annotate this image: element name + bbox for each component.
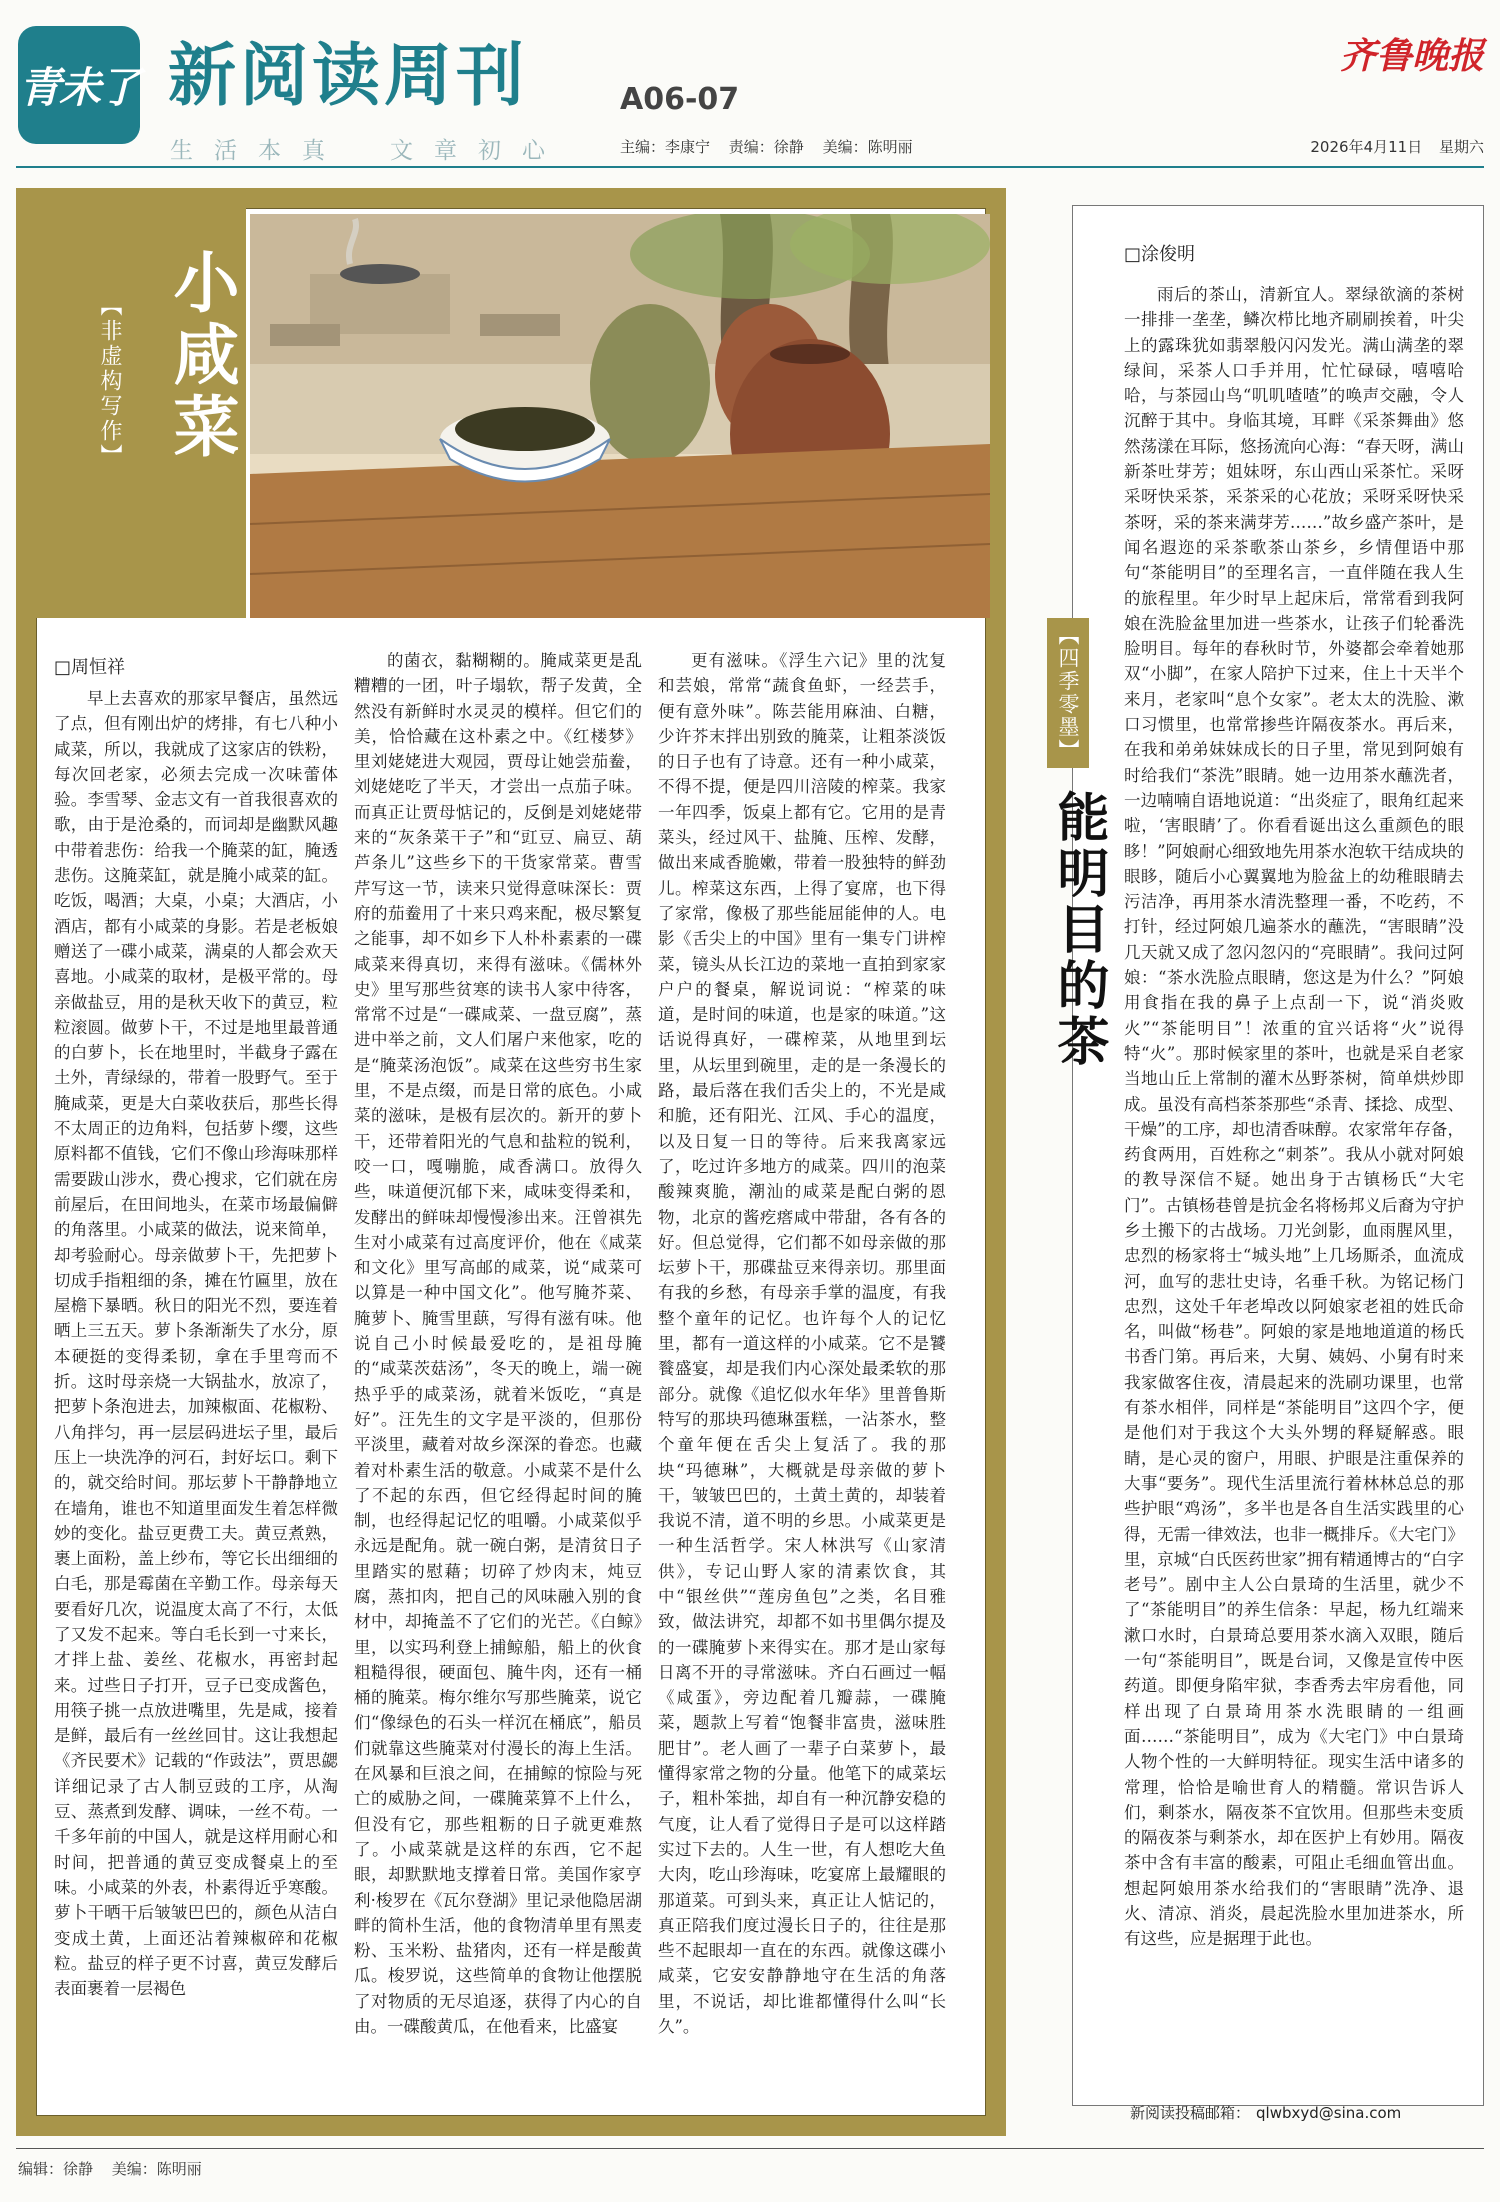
left-article-text-2: 的菌衣，黏糊糊的。腌咸菜更是乱糟糟的一团，叶子塌软，帮子发黄，全然没有新鲜时水灵灵的模样。但它们的美，恰恰藏在这朴素之中。《红楼梦》里刘姥姥进大观园，贾母让她尝茄鲞，刘姥姥吃了半天，才尝出一点茄子味。而真正让贾母惦记的，反倒是刘姥姥带来的“灰条菜干子”和“豇豆、扁豆、葫芦条儿”这些乡下的干货家常菜。曹雪芹写这一节，读来只觉得意味深长：贾府的茄鲞用了十来只鸡来配，极尽繁复之能事，却不如乡下人朴朴素素的一碟咸菜来得真切，来得有滋味。《儒林外史》里写那些贫寒的读书人家中待客，常常不过是“一碟咸菜、一盘豆腐”，蒸进中举之前，文人们屠户来他家，吃的是“腌菜汤泡饭”。咸菜在这些穷书生家里，不是点缀，而是日常的底色。小咸菜的滋味，是极有层次的。新开的萝卜干，还带着阳光的气息和盐粒的锐利，咬一口，嘎嘣脆，咸香满口。放得久些，味道便沉郁下来，咸味变得柔和，发酵出的鲜味却慢慢渗出来。汪曾祺先生对小咸菜有过高度评价，他在《咸菜和文化》里写高邮的咸菜，说“咸菜可以算是一种中国文化”。他写腌芥菜、腌萝卜、腌雪里蕻，写得有滋有味。他说自己小时候最爱吃的，是祖母腌的“咸菜茨菇汤”，冬天的晚上，端一碗热乎乎的咸菜汤，就着米饭吃，“真是好”。汪先生的文字是平淡的，但那份平淡里，藏着对故乡深深的眷恋。也藏着对朴素生活的敬意。小咸菜不是什么了不起的东西，但它经得起时间的腌制，也经得起记忆的咀嚼。小咸菜似乎永远是配角。就一碗白粥，是清贫日子里踏实的慰藉；切碎了炒肉末，炖豆腐，蒸扣肉，把自己的风味融入别的食材中，却掩盖不了它们的光芒。《白鲸》里，以实玛利登上捕鲸船，船上的伙食粗糙得很，硬面包、腌牛肉，还有一桶桶的腌菜。梅尔维尔写那些腌菜，说它们“像绿色的石头一样沉在桶底”，船员们就靠这些腌菜对付漫长的海上生活。在风暴和巨浪之间，在捕鲸的惊险与死亡的威胁之间，一碟腌菜算不上什么，但没有它，那些粗粝的日子就更难熬了。小咸菜就是这样的东西，它不起眼，却默默地支撑着日常。美国作家亨利·梭罗在《瓦尔登湖》里记录他隐居湖畔的简朴生活，他的食物清单里有黑麦粉、玉米粉、盐猪肉，还有一样是酸黄瓜。梭罗说，这些简单的食物让他摆脱了对物质的无尽追逐，获得了内心的自由。一碟酸黄瓜，在他看来，比盛宴 <box>354 651 642 2037</box>
header-divider <box>16 166 1484 168</box>
right-article-column <box>1124 282 1464 2082</box>
masthead-slogan: 生活本真 文章初心 <box>170 138 566 164</box>
footer-designer: 美编：陈明丽 <box>111 2160 202 2178</box>
footer-credits <box>18 2158 216 2179</box>
left-article-byline: □周恒祥 <box>54 657 126 678</box>
date-line <box>1298 136 1484 157</box>
newspaper-logo: 齐鲁晚报 <box>1339 35 1484 77</box>
duty-editor: 责编：徐静 <box>728 138 804 156</box>
right-article-text: 雨后的茶山，清新宜人。翠绿欲滴的茶树一排排一垄垄，鳞次栉比地齐刷刷挨着，叶尖上的露珠犹如翡翠般闪闪发光。满山满垄的翠绿间，采茶人口手并用，忙忙碌碌，嘻嘻哈哈，与茶园山鸟“叽叽喳喳”的唤声交融，令人沉醉于其中。身临其境，耳畔《采茶舞曲》悠然荡漾在耳际，悠扬流向心海：“春天呀，满山新茶吐芽芳；姐妹呀，东山西山采茶忙。采呀采呀快采茶，采茶采的心花放；采呀采呀快采茶呀，采的茶来满芽芳……”故乡盛产茶叶，是闻名遐迩的采茶歌茶山茶乡，乡情俚语中那句“茶能明目”的至理名言，一直伴随在我人生的旅程里。年少时早上起床后，常常看到我阿娘在洗脸盆里加进一些茶水，让孩子们轮番洗脸明目。每年的春秋时节，外婆都会牵着她那双“小脚”，在家人陪护下过来，住上十天半个来月，老家叫“息个女家”。老太太的洗脸、漱口习惯里，也常常掺些许隔夜茶水。再后来，在我和弟弟妹妹成长的日子里，常见到阿娘有时给我们“茶洗”眼睛。她一边用茶水蘸洗者，一边喃喃自语地说道：“出炎症了，眼角红起来啦，‘害眼睛’了。你看看诞出这么重颜色的眼眵！”阿娘耐心细致地先用茶水泡软干结成块的眼眵，随后小心翼翼地为脸盆上的幼稚眼睛去污洁净，再用茶水清洗整理一番，不吃药，不打针，经过阿娘几遍茶水的蘸洗，“害眼睛”没几天就又成了忽闪忽闪的“亮眼睛”。我问过阿娘：“茶水洗脸点眼睛，您这是为什么？”阿娘用食指在我的鼻子上点刮一下，说“消炎败火”“茶能明目”！浓重的宜兴话将“火”说得特“火”。那时候家里的茶叶，也就是采自老家当地山丘上常制的灌木丛野茶树，简单烘炒即成。虽没有高档茶茶那些“杀青、揉捻、成型、干燥”的工序，却也清香味醇。农家常年存备，药食两用，百姓称之“刺茶”。我从小就对阿娘的教导深信不疑。她出身于古镇杨氏“大宅门”。古镇杨巷曾是抗金名将杨邦义后裔为守护乡土搬下的古战场。刀光剑影，血雨腥风里，忠烈的杨家将士“城头地”上几场厮杀，血流成河，血写的悲壮史诗，名垂千秋。为铭记杨门忠烈，这处千年老埠改以阿娘家老祖的姓氏命名，叫做“杨巷”。阿娘的家是地地道道的杨氏书香门第。再后来，大舅、姨妈、小舅有时来我家做客住夜，清晨起来的洗刷功课里，也常有茶水相伴，同样是“茶能明目”这四个字，便是他们对于我这个大头外甥的释疑解惑。眼睛，是心灵的窗户，用眼、护眼是注重保养的大事“要务”。现代生活里流行着林林总总的那些护眼“鸡汤”，多半也是各自生活实践里的心得，无需一律效法，也非一概排斥。《大宅门》里，京城“白氏医药世家”拥有精通博古的“白字老号”。剧中主人公白景琦的生活里，就少不了“茶能明目”的养生信条：早起，杨九红端来漱口水时，白景琦总要用茶水滴入双眼，随后一句“茶能明目”，既是台词，又像是宣传中医药道。即便身陷牢狱，李香秀去牢房看他，同样出现了白景琦用茶水洗眼睛的一组画面……“茶能明目”，成为《大宅门》中白景琦人物个性的一大鲜明特征。现实生活中诸多的常理，恰恰是喻世育人的精髓。常识告诉人们，剩茶水，隔夜茶不宜饮用。但那些未变质的隔夜茶与剩茶水，却在医护上有妙用。隔夜茶中含有丰富的酸素，可阻止毛细血管出血。想起阿娘用茶水给我们的“害眼睛”洗净、退火、清凉、消炎，晨起洗脸水里加进茶水，所有这些，应是据理于此也。 <box>1124 285 1464 1949</box>
right-article-tag-box <box>1047 618 1089 768</box>
submission-email-address: qlwbxyd@sina.com <box>1256 2104 1402 2122</box>
page-number: A06-07 <box>620 82 740 117</box>
right-article-title: 能明目的茶 <box>1048 790 1109 1070</box>
right-article-byline: □涂俊明 <box>1124 244 1196 265</box>
submission-email <box>1124 2102 1401 2123</box>
footer-editor: 编辑：徐静 <box>18 2160 94 2178</box>
left-title-band <box>36 208 246 618</box>
issue-date: 2026年4月11日 <box>1310 138 1423 156</box>
staff-credits <box>620 136 927 157</box>
left-article-tag: 【非虚构写作】 <box>97 294 122 469</box>
left-article-frame <box>16 188 1006 2136</box>
left-article-column-2 <box>354 648 642 2114</box>
left-article-column-1 <box>54 686 338 2114</box>
left-article-text-3: 更有滋味。《浮生六记》里的沈复和芸娘，常常“蔬食鱼虾，一经芸手，便有意外味”。陈芸能用麻油、白糖，少许芥末拌出别致的腌菜，让粗茶淡饭的日子也有了诗意。还有一种小咸菜，不得不提，便是四川涪陵的榨菜。我家一年四季，饭桌上都有它。它用的是青菜头，经过风干、盐腌、压榨、发酵，做出来咸香脆嫩，带着一股独特的鲜劲儿。榨菜这东西，上得了宴席，也下得了家常，像极了那些能屈能伸的人。电影《舌尖上的中国》里有一集专门讲榨菜，镜头从长江边的菜地一直拍到家家户户的餐桌，解说词说：“榨菜的味道，是时间的味道，也是家的味道。”这话说得真好，一碟榨菜，从地里到坛里，从坛里到碗里，走的是一条漫长的路，最后落在我们舌尖上的，不光是咸和脆，还有阳光、江风、手心的温度，以及日复一日的等待。后来我离家远了，吃过许多地方的咸菜。四川的泡菜酸辣爽脆，潮汕的咸菜是配白粥的恩物，北京的酱疙瘩咸中带甜，各有各的好。但总觉得，它们都不如母亲做的那坛萝卜干，那碟盐豆来得亲切。那里面有我的乡愁，有母亲手掌的温度，有我整个童年的记忆。也许每个人的记忆里，都有一道这样的小咸菜。它不是饕餮盛宴，却是我们内心深处最柔软的那部分。就像《追忆似水年华》里普鲁斯特写的那块玛德琳蛋糕，一沾茶水，整个童年便在舌尖上复活了。我的那块“玛德琳”，大概就是母亲做的萝卜干，皱皱巴巴的，土黄土黄的，却装着我说不清，道不明的乡思。小咸菜更是一种生活哲学。宋人林洪写《山家清供》，专记山野人家的清素饮食，其中“银丝供”“莲房鱼包”之类，名目雅致，做法讲究，却都不如书里偶尔提及的一碟腌萝卜来得实在。那才是山家每日离不开的寻常滋味。齐白石画过一幅《咸蛋》，旁边配着几瓣蒜，一碟腌菜，题款上写着“饱餐非富贵，滋味胜肥甘”。老人画了一辈子白菜萝卜，最懂得家常之物的分量。他笔下的咸菜坛子，粗朴笨拙，却自有一种沉静安稳的气度，让人看了觉得日子是可以这样踏实过下去的。人生一世，有人想吃大鱼大肉，吃山珍海味，吃宴席上最耀眼的那道菜。可到头来，真正让人惦记的，真正陪我们度过漫长日子的，往往是那些不起眼却一直在的东西。就像这碟小咸菜，它安安静静地守在生活的角落里，不说话，却比谁都懂得什么叫“长久”。 <box>658 651 946 2037</box>
art-editor: 美编：陈明丽 <box>822 138 913 156</box>
right-article-tag: 【四季零墨】 <box>1056 624 1080 762</box>
section-logo <box>18 26 140 144</box>
left-article-text-1: 早上去喜欢的那家早餐店，虽然远了点，但有刚出炉的烤排，有七八种小咸菜，所以，我就成了这家店的铁粉，每次回老家，必须去完成一次味蕾体验。李雪琴、金志文有一首我很喜欢的歌，由于是沧桑的，而词却是幽默风趣中带着悲伤：给我一个腌菜的缸，腌透悲伤。这腌菜缸，就是腌小咸菜的缸。吃饭，喝酒；大桌，小桌；大酒店，小酒店，都有小咸菜的身影。若是老板娘赠送了一碟小咸菜，满桌的人都会欢天喜地。小咸菜的取材，是极平常的。母亲做盐豆，用的是秋天收下的黄豆，粒粒滚圆。做萝卜干，不过是地里最普通的白萝卜，长在地里时，半截身子露在土外，青绿绿的，带着一股野气。至于腌咸菜，更是大白菜收获后，那些长得不太周正的边角料，包括萝卜缨，这些原料都不值钱，它们不像山珍海味那样需要跋山涉水，费心搜求，它们就在房前屋后，在田间地头，在菜市场最偏僻的角落里。小咸菜的做法，说来简单，却考验耐心。母亲做萝卜干，先把萝卜切成手指粗细的条，摊在竹匾里，放在屋檐下暴晒。秋日的阳光不烈，要连着晒上三五天。萝卜条渐渐失了水分，原本硬挺的变得柔韧，拿在手里弯而不折。这时母亲烧一大锅盐水，放凉了，把萝卜条泡进去，加辣椒面、花椒粉、八角拌匀，再一层层码进坛子里，最后压上一块洗净的河石，封好坛口。剩下的，就交给时间。那坛萝卜干静静地立在墙角，谁也不知道里面发生着怎样微妙的变化。盐豆更费工夫。黄豆煮熟，裹上面粉，盖上纱布，等它长出细细的白毛，那是霉菌在辛勤工作。母亲每天要看好几次，说温度太高了不行，太低了又发不起来。等白毛长到一寸来长，才拌上盐、姜丝、花椒水，再密封起来。过些日子打开，豆子已变成酱色，用筷子挑一点放进嘴里，先是咸，接着是鲜，最后有一丝丝回甘。这让我想起《齐民要术》记载的“作豉法”，贾思勰详细记录了古人制豆豉的工序，从淘豆、蒸煮到发酵、调味，一丝不苟。一千多年前的中国人，就是这样用耐心和时间，把普通的黄豆变成餐桌上的至味。小咸菜的外表，朴素得近乎寒酸。萝卜干晒干后皱皱巴巴的，颜色从洁白变成土黄，上面还沾着辣椒碎和花椒粒。盐豆的样子更不讨喜，黄豆发酵后表面裹着一层褐色 <box>54 689 338 1999</box>
chief-editor: 主编：李康宁 <box>620 138 711 156</box>
section-logo-text: 青未了 <box>18 63 139 112</box>
issue-weekday: 星期六 <box>1438 138 1484 156</box>
masthead-title: 新阅读周刊 <box>168 36 529 116</box>
submission-email-label: 新阅读投稿邮箱： <box>1130 2104 1251 2122</box>
footer-divider <box>16 2148 1484 2149</box>
left-article-column-3 <box>658 648 946 2114</box>
left-article-title: 小咸菜 <box>162 248 240 464</box>
pickle-illustration <box>250 214 990 618</box>
